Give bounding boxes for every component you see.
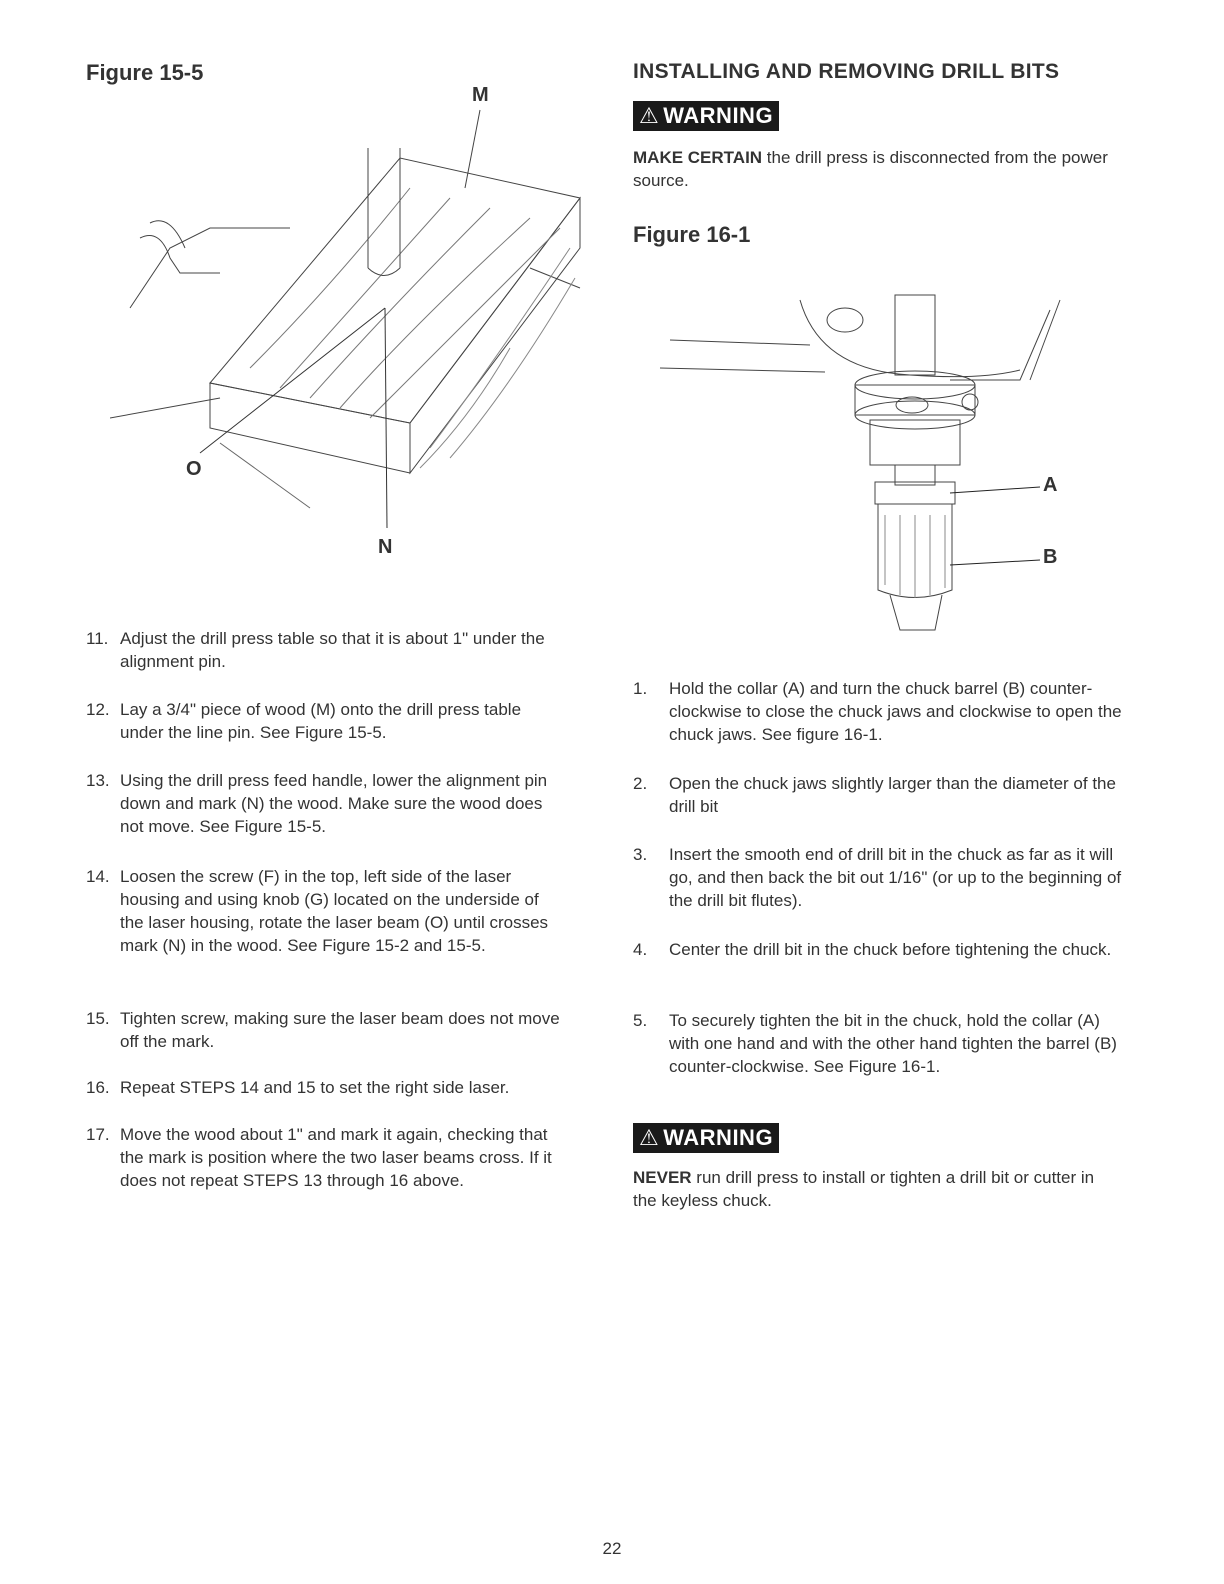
step-text: Open the chuck jaws slightly larger than the diameter of the drill bit bbox=[669, 774, 1116, 816]
figure-15-5-illustration bbox=[110, 84, 590, 568]
step-number: 11. bbox=[86, 629, 109, 648]
step-17 bbox=[86, 1123, 566, 1192]
step-number: 2. bbox=[633, 774, 648, 793]
warning-1-body: the drill press is disconnected from the power source. bbox=[633, 148, 1108, 190]
step-text: Repeat STEPS 14 and 15 to set the right side laser. bbox=[120, 1078, 510, 1097]
warning-triangle-icon: ⚠ bbox=[639, 103, 660, 128]
warning-badge-1 bbox=[633, 101, 779, 131]
step-text: Loosen the screw (F) in the top, left side of the laser housing and using knob (G) located on the underside of the laser housing, rotate the laser beam (O) until crosses mark (N) in the wood. See Figure 15-2 and 15-5. bbox=[120, 867, 549, 955]
page-number: 22 bbox=[602, 1539, 622, 1558]
wood-side-face bbox=[410, 198, 580, 473]
step-text: Center the drill bit in the chuck before tightening the chuck. bbox=[669, 940, 1112, 959]
step-5 bbox=[633, 1009, 1128, 1078]
step-text: Tighten screw, making sure the laser beam does not move off the mark. bbox=[120, 1009, 560, 1051]
step-text: Adjust the drill press table so that it is about 1" under the alignment pin. bbox=[120, 629, 545, 671]
step-12 bbox=[86, 698, 566, 744]
callout-b: B bbox=[1043, 546, 1058, 568]
step-text: Insert the smooth end of drill bit in the chuck as far as it will go, and then back the bit out 1/16" (or up to the beginning of the drill bit flutes). bbox=[669, 845, 1122, 910]
step-14 bbox=[86, 865, 566, 957]
step-number: 4. bbox=[633, 940, 648, 959]
step-number: 15. bbox=[86, 1009, 110, 1028]
step-number: 12. bbox=[86, 700, 110, 719]
warning-1-lead: MAKE CERTAIN bbox=[633, 148, 763, 167]
step-number: 14. bbox=[86, 867, 110, 886]
figure-15-5-title: Figure 15-5 bbox=[86, 60, 204, 85]
step-15 bbox=[86, 1007, 566, 1053]
wood-front-face bbox=[210, 383, 410, 473]
step-number: 13. bbox=[86, 771, 110, 790]
warning-2-lead: NEVER bbox=[633, 1168, 692, 1187]
wood-block-drawing bbox=[110, 88, 590, 568]
step-1 bbox=[633, 677, 1128, 746]
wood-top-face bbox=[210, 158, 580, 423]
step-2 bbox=[633, 772, 1128, 818]
warning-1-text bbox=[633, 146, 1113, 192]
table-edge-back bbox=[130, 228, 290, 308]
step-number: 3. bbox=[633, 845, 648, 864]
step-4 bbox=[633, 938, 1128, 961]
section-title: INSTALLING AND REMOVING DRILL BITS bbox=[633, 60, 1060, 83]
leader-a bbox=[950, 487, 1040, 493]
step-text: Lay a 3/4" piece of wood (M) onto the drill press table under the line pin. See Figure 15-5. bbox=[120, 700, 522, 742]
warning-label: WARNING bbox=[663, 1125, 774, 1150]
step-number: 1. bbox=[633, 679, 648, 698]
warning-2-text bbox=[633, 1166, 1113, 1212]
step-text: Move the wood about 1" and mark it again, checking that the mark is position where the two laser beams cross. If it does not repeat STEPS 13 through 16 above. bbox=[120, 1125, 552, 1190]
step-number: 16. bbox=[86, 1078, 110, 1097]
figure-16-1-illustration bbox=[650, 290, 1080, 640]
leader-b bbox=[950, 560, 1040, 565]
warning-2-body: run drill press to install or tighten a drill bit or cutter in the keyless chuck. bbox=[633, 1168, 1095, 1210]
callout-o: O bbox=[186, 458, 202, 480]
laser-line-o bbox=[200, 308, 385, 453]
leader-m bbox=[465, 110, 480, 188]
warning-badge-2 bbox=[633, 1123, 779, 1153]
table-handle-shape bbox=[140, 236, 220, 274]
warning-label: WARNING bbox=[663, 103, 774, 128]
callout-a: A bbox=[1043, 474, 1058, 496]
figure-16-1-title: Figure 16-1 bbox=[633, 222, 751, 247]
step-text: Hold the collar (A) and turn the chuck barrel (B) counter-clockwise to close the chuck jaws and clockwise to open the chuck jaws. See figure 16-1. bbox=[669, 679, 1122, 744]
callout-n: N bbox=[378, 536, 393, 558]
warning-triangle-icon: ⚠ bbox=[639, 1125, 660, 1150]
callout-m: M bbox=[472, 84, 489, 106]
step-3 bbox=[633, 843, 1128, 912]
step-text: To securely tighten the bit in the chuck, hold the collar (A) with one hand and with the other hand tighten the barrel (B) counter-clockwise. See Figure 16-1. bbox=[669, 1011, 1117, 1076]
step-number: 5. bbox=[633, 1011, 648, 1030]
step-11 bbox=[86, 627, 566, 673]
step-text: Using the drill press feed handle, lower the alignment pin down and mark (N) the wood. Make sure the wood does not move. See Figure 15-5. bbox=[120, 771, 548, 836]
step-number: 17. bbox=[86, 1125, 110, 1144]
step-16 bbox=[86, 1076, 586, 1099]
step-13 bbox=[86, 769, 566, 838]
chuck-drawing bbox=[650, 290, 1080, 640]
table-edge-left bbox=[110, 398, 220, 418]
